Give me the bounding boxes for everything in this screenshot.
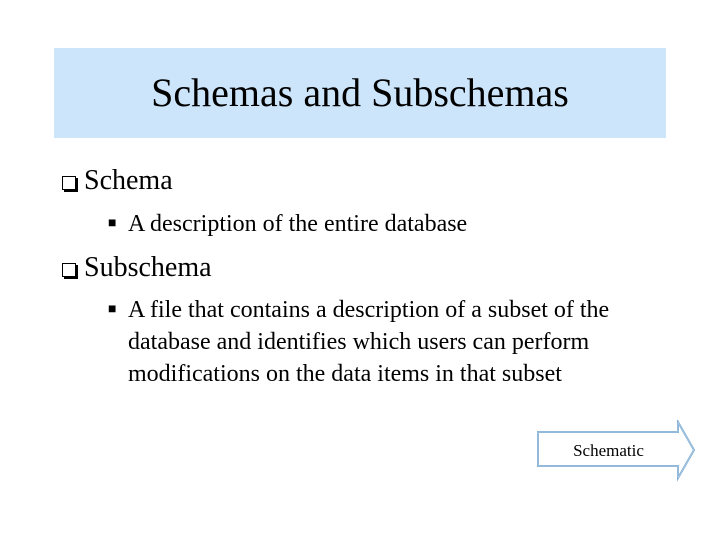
bullet-label: Schema [84,165,173,196]
hollow-square-bullet-icon [62,176,76,190]
title-banner [54,48,666,138]
schematic-button[interactable] [536,420,696,482]
slide-title: Schemas and Subschemas [151,70,569,115]
bullet-subschema [62,252,212,284]
sub-bullet-text: A description of the entire database [128,211,468,237]
sub-bullet-subschema-description [108,294,678,390]
sub-bullet-text: A file that contains a description of a subset of the database and identifies which users can perform modifications on the data items in that subset [128,297,610,387]
bullet-schema [62,165,173,197]
filled-square-bullet-icon: ■ [108,216,117,231]
sub-bullet-schema-description [108,208,668,240]
bullet-label: Subschema [84,252,212,283]
schematic-button-label: Schematic [573,441,644,460]
hollow-square-bullet-icon [62,263,76,277]
filled-square-bullet-icon: ■ [108,302,117,317]
